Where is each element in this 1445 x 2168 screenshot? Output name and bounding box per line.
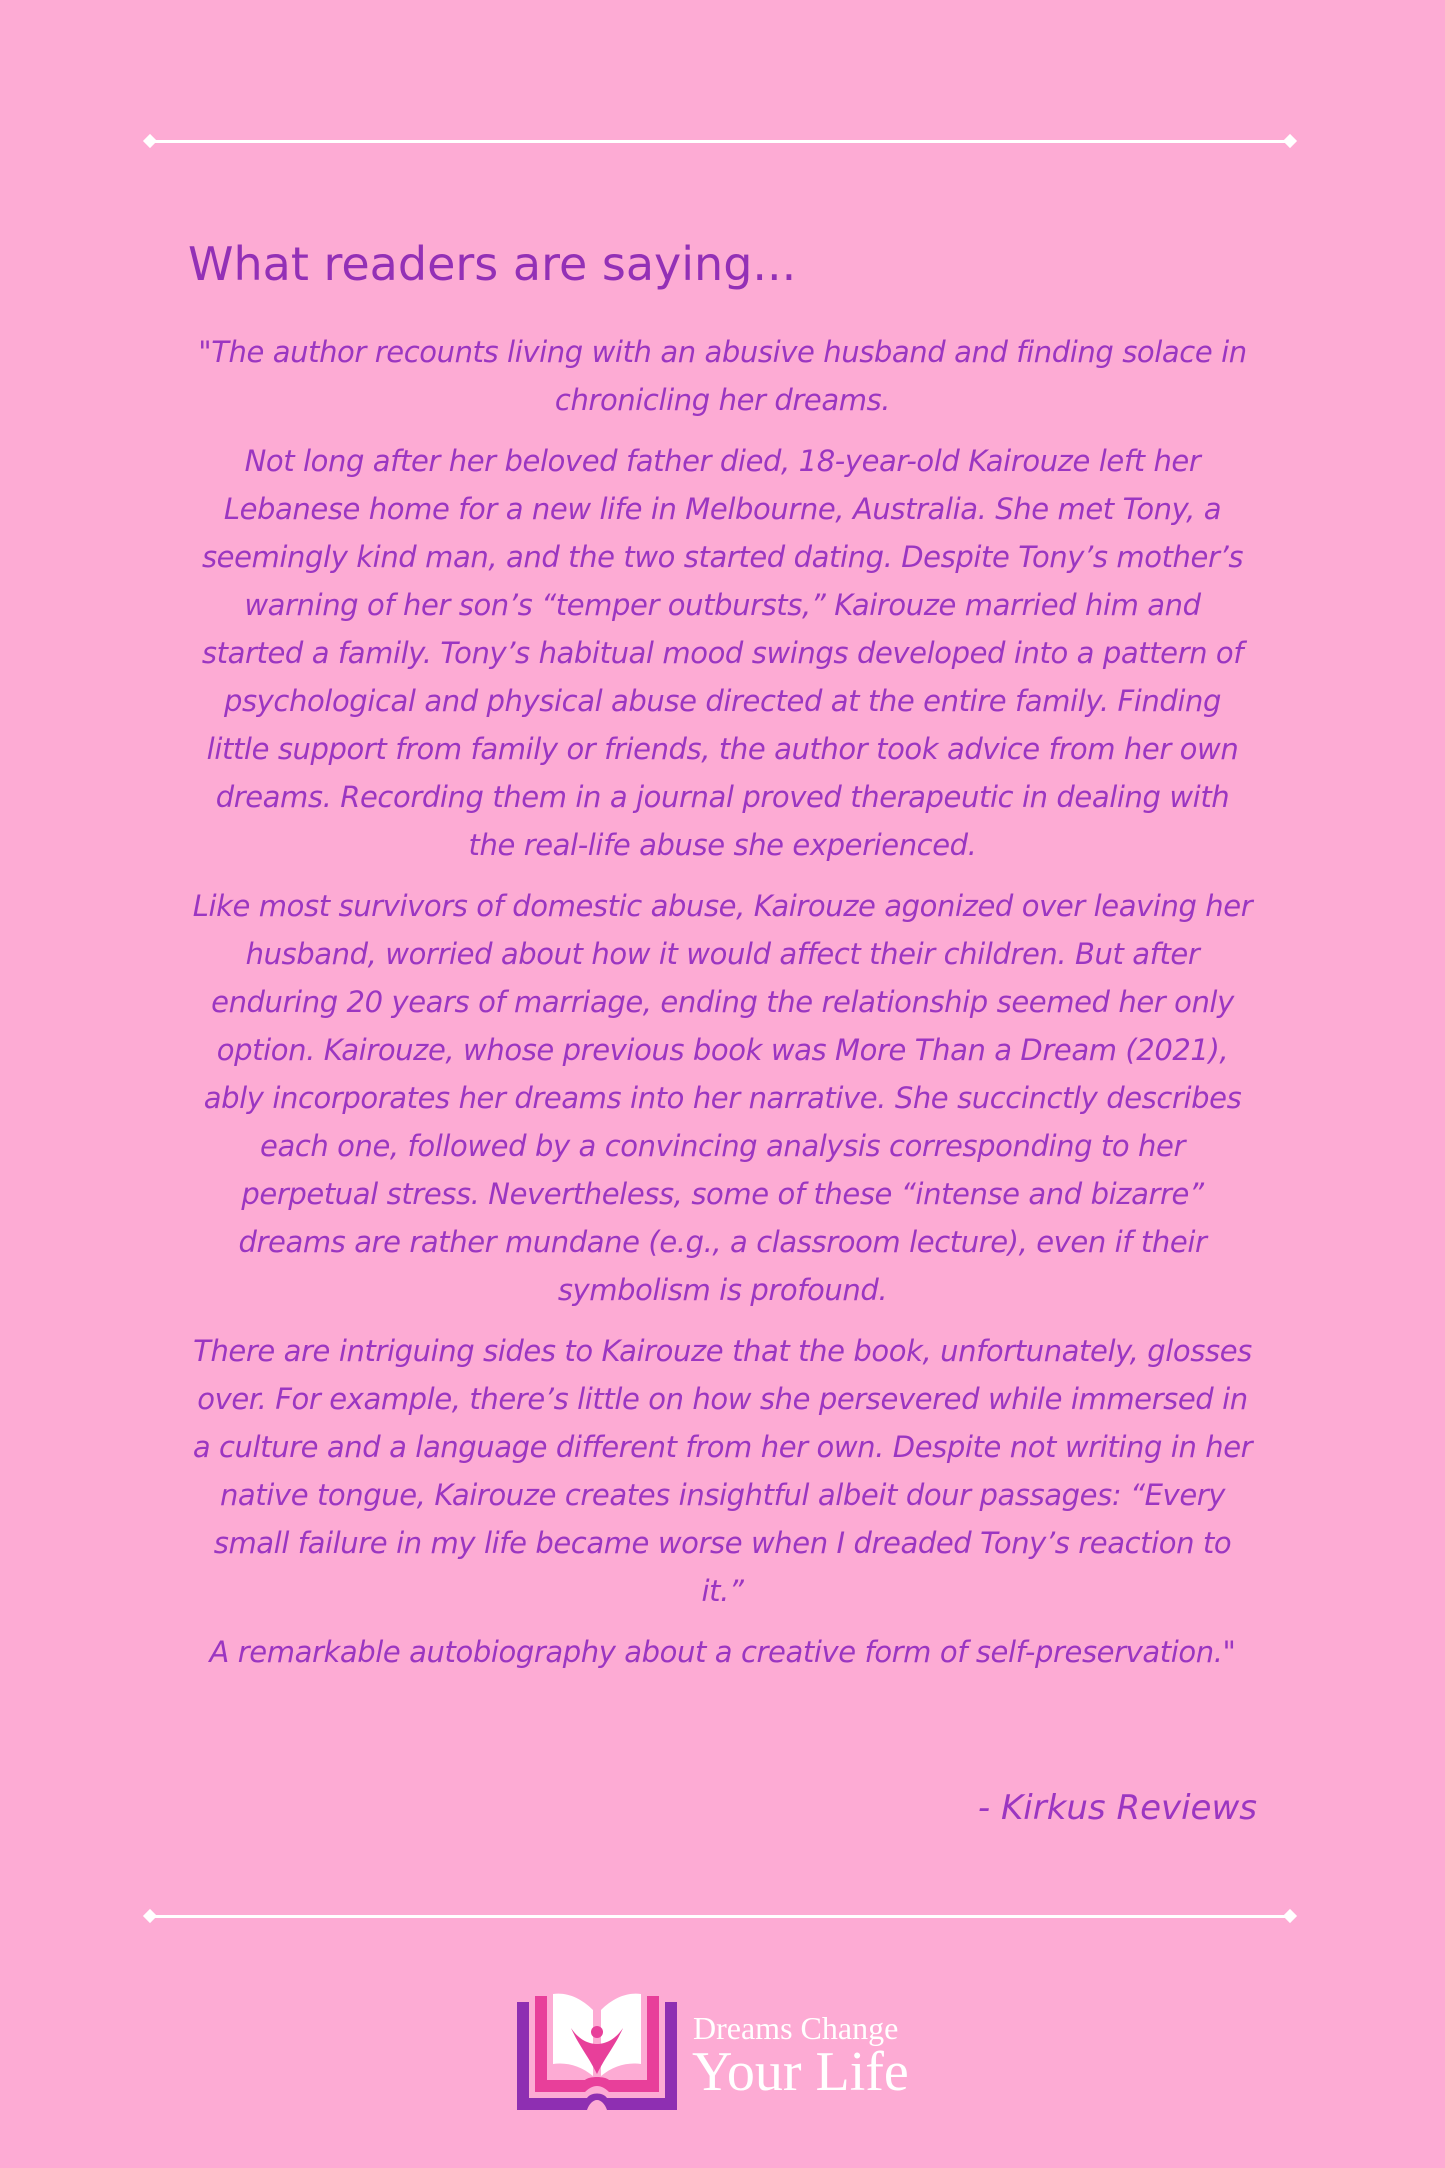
- review-paragraph-3: Like most survivors of domestic abuse, Kairouze agonized over leaving her husband, worried about how it would affect their children. But after enduring 20 years of marriage, ending the relationship seemed her only option. Kairouze, whose previous book was More Than a Dream (2021), ably incorporates her dreams into her narrative. She succinctly describes each one, followed by a convincing analysis corresponding to her perpetual stress. Nevertheless, some of these “intense and bizarre” dreams are rather mundane (e.g., a classroom lecture), even if their symbolism is profound.: [192, 889, 1253, 1307]
- logo-text-line-1: Dreams Change: [693, 2010, 899, 2046]
- brand-logo: [515, 1992, 935, 2112]
- bottom-divider: [145, 1909, 1295, 1925]
- divider-line: [153, 140, 1287, 143]
- review-paragraph-2: Not long after her beloved father died, 18-year-old Kairouze left her Lebanese home for a new life in Melbourne, Australia. She met Tony, a seemingly kind man, and the two started dating. Despite Tony’s mother’s warning of her son’s “temper outbursts,” Kairouze married him and started a family. Tony’s habitual mood swings developed into a pattern of psychological and physical abuse directed at the entire family. Finding little support from family or friends, the author took advice from her own dreams. Recording them in a journal proved therapeutic in dealing with the real-life abuse she experienced.: [201, 444, 1244, 862]
- review-paragraph-5: A remarkable autobiography about a creative form of self-preservation.": [209, 1635, 1236, 1669]
- logo-text-line-2: Your Life: [692, 2041, 909, 2103]
- review-paragraph-4: There are intriguing sides to Kairouze that the book, unfortunately, glosses over. For example, there’s little on how she persevered while immersed in a culture and a language different from her own. Despite not writing in her native tongue, Kairouze creates insightful albeit dour passages: “Every small failure in my life became worse when I dreaded Tony’s reaction to it.”: [192, 1334, 1253, 1608]
- divider-line: [153, 1915, 1287, 1918]
- divider-diamond-right: [1283, 1909, 1297, 1923]
- section-heading: What readers are saying...: [188, 237, 797, 291]
- review-text: [190, 328, 1255, 1689]
- review-attribution: - Kirkus Reviews: [977, 1788, 1257, 1828]
- top-divider: [145, 134, 1295, 150]
- divider-diamond-right: [1283, 134, 1297, 148]
- review-paragraph-1: "The author recounts living with an abusive husband and finding solace in chronicling her dreams.: [198, 335, 1247, 417]
- open-book-icon: [515, 1992, 680, 2112]
